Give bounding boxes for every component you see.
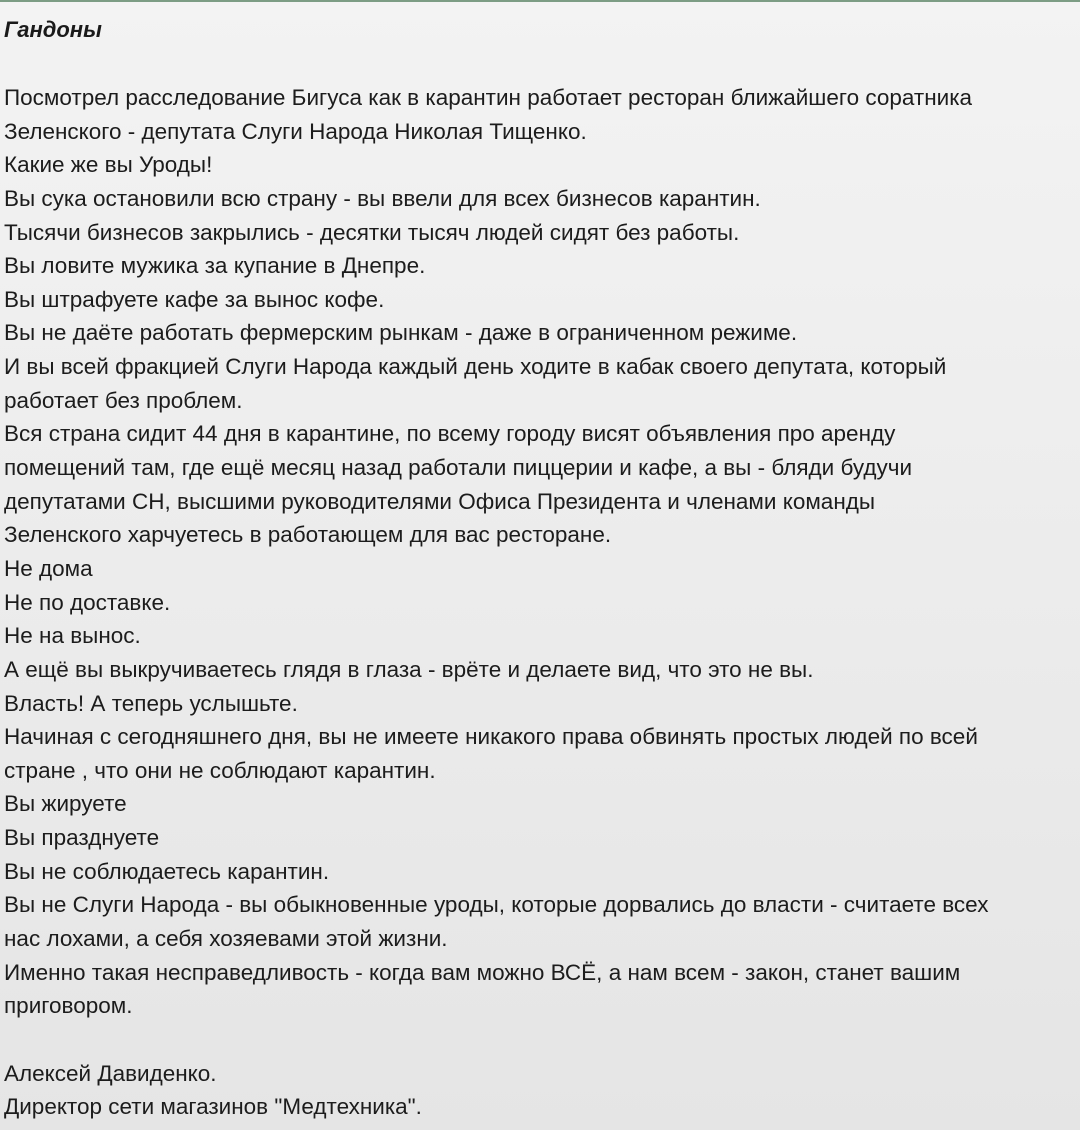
text-line: Власть! А теперь услышьте. bbox=[4, 690, 298, 716]
text-line: помещений там, где ещё месяц назад работали пиццерии и кафе, а вы - бляди будучи bbox=[4, 455, 913, 481]
text-line: стране , что они не соблюдают карантин. bbox=[4, 757, 436, 783]
text-line: И вы всей фракцией Слуги Народа каждый день ходите в кабак своего депутата, который bbox=[4, 354, 947, 380]
text-line: А ещё вы выкручиваетесь глядя в глаза - врёте и делаете вид, что это не вы. bbox=[4, 656, 814, 682]
text-line: Какие же вы Уроды! bbox=[4, 152, 213, 178]
text-line: Не по доставке. bbox=[4, 589, 171, 615]
text-line: депутатами СН, высшими руководителями Офиса Президента и членами команды bbox=[4, 488, 876, 514]
text-line: Посмотрел расследование Бигуса как в карантин работает ресторан ближайшего соратника bbox=[4, 85, 973, 110]
text-line: нас лохами, а себя хозяевами этой жизни. bbox=[4, 926, 448, 952]
post-title: Гандоны bbox=[4, 17, 102, 42]
text-line: Именно такая несправедливость - когда вам можно ВСЁ, а нам всем - закон, станет вашим bbox=[4, 959, 961, 985]
text-line: Вы не даёте работать фермерским рынкам - даже в ограниченном режиме. bbox=[4, 320, 798, 346]
text-line: Алексей Давиденко. bbox=[4, 1060, 217, 1086]
top-divider bbox=[0, 0, 1080, 2]
text-line: Вы сука остановили всю страну - вы ввели для всех бизнесов карантин. bbox=[4, 185, 761, 211]
text-line: Вы ловите мужика за купание в Днепре. bbox=[4, 253, 426, 279]
text-line: Вся страна сидит 44 дня в карантине, по всему городу висят объявления про аренду bbox=[4, 421, 896, 447]
text-line: Директор сети магазинов "Медтехника". bbox=[4, 1094, 422, 1120]
text-line: Вы жируете bbox=[4, 791, 127, 817]
text-line: работает без проблем. bbox=[4, 387, 243, 413]
text-line: Вы не Слуги Народа - вы обыкновенные уроды, которые дорвались до власти - считаете всех bbox=[4, 892, 989, 918]
text-line: Вы празднуете bbox=[4, 825, 160, 851]
text-line: Вы штрафуете кафе за вынос кофе. bbox=[4, 286, 385, 312]
text-line bbox=[4, 1023, 988, 1057]
text-line: приговором. bbox=[4, 993, 133, 1019]
text-line: Не дома bbox=[4, 555, 93, 581]
text-line: Зеленского - депутата Слуги Народа Николая Тищенко. bbox=[4, 118, 587, 144]
post-body bbox=[4, 81, 988, 1124]
text-line: Начиная с сегодняшнего дня, вы не имеете никакого права обвинять простых людей по всей bbox=[4, 724, 978, 750]
text-line: Зеленского харчуетесь в работающем для вас ресторане. bbox=[4, 522, 612, 548]
text-line: Не на вынос. bbox=[4, 623, 141, 649]
text-line: Вы не соблюдаетесь карантин. bbox=[4, 858, 330, 884]
text-line: Тысячи бизнесов закрылись - десятки тысяч людей сидят без работы. bbox=[4, 219, 740, 245]
